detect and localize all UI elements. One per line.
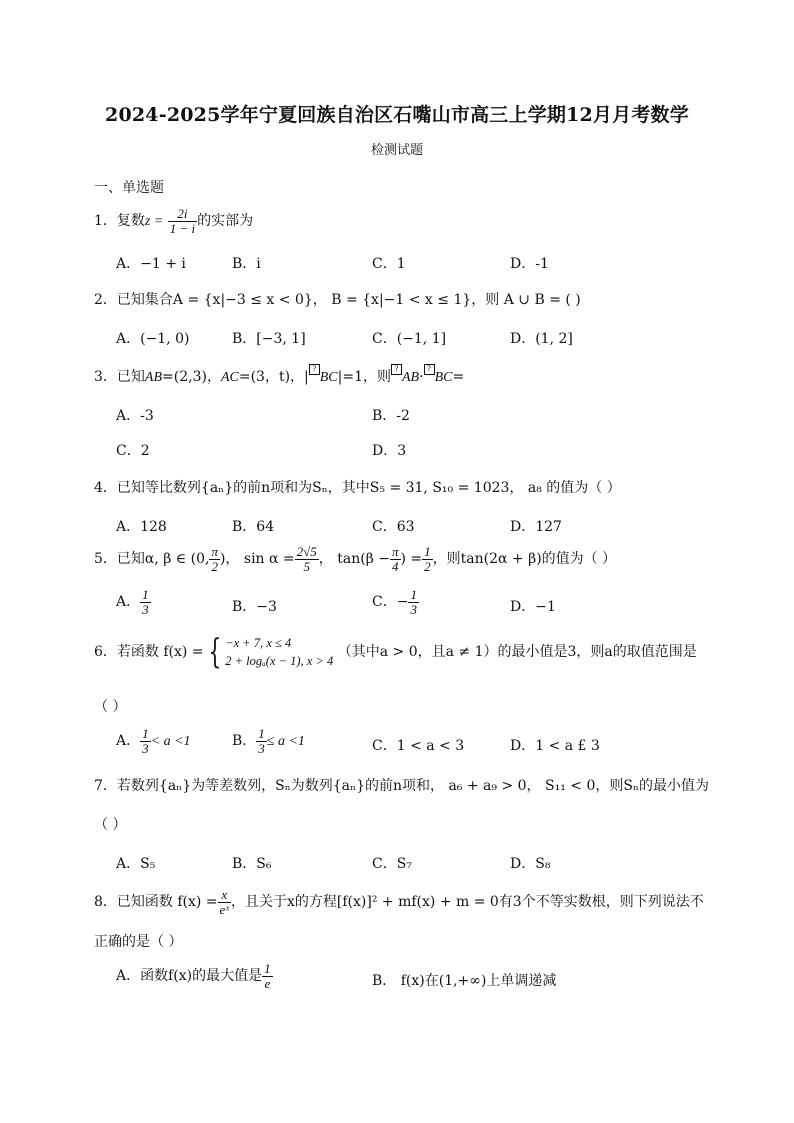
q5-option-d: D．−1 — [510, 599, 556, 615]
q1-option-a: A．−1 + i — [116, 256, 186, 272]
q5-stem-b: )， sin α = — [219, 551, 295, 568]
q6-stem-b: （其中a > 0，且a ≠ 1）的最小值是3，则a的取值范围是 — [337, 644, 697, 661]
option-sign: − — [396, 594, 409, 611]
question-6-paren: （ ） — [94, 699, 127, 715]
question-5 — [94, 545, 616, 573]
missing-glyph-icon: ? — [309, 364, 320, 375]
q5-frac-pi2 — [209, 545, 220, 573]
fraction-denominator: 4 — [391, 558, 399, 574]
q5-stem-d: ) = — [400, 551, 423, 568]
fraction-numerator: 2√5 — [296, 544, 317, 559]
fraction-numerator: 1 — [424, 544, 431, 559]
question-2: 2．已知集合A = {x|−3 ≤ x < 0}， B = {x|−1 < x ≤ 1}，则 A ∪ B = ( ) — [94, 292, 581, 308]
q3-stem-e: = — [452, 369, 465, 385]
dot-operator: · — [419, 369, 424, 385]
option-fraction — [256, 727, 267, 755]
question-4: 4．已知等比数列{aₙ}的前n项和为Sₙ，其中S₅ = 31, S₁₀ = 1023， a₈ 的值为（ ） — [94, 480, 621, 496]
q5-frac-sin — [295, 545, 319, 573]
q3-stem-c: =(3，t)，| — [238, 369, 309, 385]
option-label: B． — [232, 733, 257, 750]
missing-glyph-icon: ? — [424, 364, 435, 375]
q7-option-b: B．S₆ — [232, 856, 272, 872]
case-2: 2 + logₐ(x − 1), x > 4 — [225, 654, 334, 669]
question-6 — [94, 632, 697, 673]
question-8 — [94, 888, 704, 916]
q6-option-b — [232, 727, 305, 755]
q8-stem-a: 8．已知函数 f(x) = — [94, 894, 218, 911]
fraction-denominator: 3 — [410, 601, 417, 617]
q4-option-a: A．128 — [116, 519, 167, 535]
q5-option-a — [116, 588, 151, 616]
q5-stem-c: ， tan(β − — [318, 551, 390, 568]
q6-option-a — [116, 727, 191, 755]
question-1-var: z = — [144, 214, 164, 230]
q5-option-b: B．−3 — [232, 599, 277, 615]
fraction-denominator: 3 — [142, 740, 149, 756]
q3-stem-b: =(2,3)， — [162, 369, 221, 385]
q7-option-d: D．S₈ — [510, 856, 551, 872]
q8-option-a — [116, 962, 273, 990]
q4-option-c: C．63 — [372, 519, 415, 535]
q8-fraction — [218, 888, 231, 916]
option-label: A．函数f(x)的最大值是 — [116, 968, 263, 985]
q3-option-c: C．2 — [116, 443, 150, 459]
page-subtitle: 检测试题 — [370, 143, 423, 158]
q5-stem-a: 5．已知α, β ∈ (0, — [94, 551, 210, 568]
fraction-numerator: 1 — [264, 961, 271, 976]
fraction-denominator: e — [264, 975, 271, 991]
q7-option-a: A．S₅ — [116, 856, 156, 872]
question-1-stem-c: 的实部为 — [197, 213, 254, 230]
fraction-numerator: 1 — [142, 726, 149, 741]
fraction-denominator: 2 — [211, 558, 218, 574]
fraction-denominator: 5 — [303, 558, 310, 574]
fraction-numerator: π — [211, 544, 218, 559]
q5-stem-e: ，则tan(2α + β)的值为（ ） — [432, 551, 617, 568]
option-label: A． — [116, 594, 141, 611]
question-7-paren: （ ） — [94, 817, 127, 833]
q6-option-d: D．1 < a £ 3 — [510, 738, 600, 754]
vector-ab-2: AB — [402, 370, 420, 385]
q2-option-a: A．(−1, 0) — [116, 331, 190, 347]
fraction-denominator: 1 − i — [169, 220, 196, 236]
q4-option-b: B．64 — [232, 519, 275, 535]
q3-stem-d: |=1，则 — [337, 369, 391, 385]
q6-stem-a: 6．若函数 f(x) = — [94, 644, 204, 661]
missing-glyph-icon: ? — [391, 364, 402, 375]
fraction-denominator: 2 — [424, 558, 431, 574]
page-title: 2024-2025学年宁夏回族自治区石嘴山市高三上学期12月月考数学 — [105, 104, 689, 126]
fraction-numerator: 1 — [258, 726, 265, 741]
fraction-denominator: 3 — [258, 740, 265, 756]
q5-frac-half — [422, 545, 433, 573]
fraction-numerator: π — [391, 544, 399, 559]
brace-icon: { — [207, 632, 221, 673]
question-7: 7．若数列{aₙ}为等差数列，Sₙ为数列{aₙ}的前n项和， a₆ + a₉ > 0， S₁₁ < 0，则Sₙ的最小值为 — [94, 778, 709, 794]
q3-option-a: A．-3 — [116, 408, 154, 424]
option-fraction — [140, 588, 151, 616]
q8-option-b: B． f(x)在(1,+∞)上单调递减 — [372, 973, 557, 989]
question-1-stem-a: 1．复数 — [94, 213, 145, 230]
section-heading: 一、单选题 — [94, 180, 164, 196]
question-1 — [94, 207, 253, 235]
piecewise-cases — [225, 634, 333, 670]
q2-option-d: D．(1, 2] — [510, 331, 573, 347]
q7-option-c: C．S₇ — [372, 856, 412, 872]
question-3 — [94, 366, 464, 386]
q1-option-c: C．1 — [372, 256, 406, 272]
option-label: C． — [372, 594, 397, 611]
option-fraction — [140, 727, 151, 755]
fraction-denominator: eˣ — [219, 901, 229, 917]
q8-stem-b: ，且关于x的方程[f(x)]² + mf(x) + m = 0有3个不等实数根，则下列说法不 — [231, 894, 704, 911]
fraction-numerator: 1 — [142, 587, 149, 602]
case-1: −x + 7, x ≤ 4 — [225, 636, 292, 650]
option-fraction — [408, 588, 419, 616]
q3-option-d: D．3 — [372, 443, 407, 459]
fraction-numerator: x — [218, 888, 231, 903]
vector-bc-2: BC — [434, 370, 453, 385]
option-tail: ≤ a <1 — [266, 734, 305, 750]
option-label: A． — [116, 733, 141, 750]
q3-option-b: B．-2 — [372, 408, 410, 424]
q3-stem-a: 3．已知 — [94, 369, 145, 385]
q5-option-c — [372, 588, 419, 616]
q1-option-d: D．-1 — [510, 256, 549, 272]
option-fraction — [262, 962, 273, 990]
fraction-denominator: 3 — [142, 601, 149, 617]
option-tail: < a <1 — [150, 734, 191, 750]
q2-option-c: C．(−1, 1] — [372, 331, 447, 347]
vector-ac: AC — [220, 370, 239, 385]
fraction-numerator: 2i — [168, 207, 197, 222]
q6-option-c: C．1 < a < 3 — [372, 738, 465, 754]
q1-option-b: B．i — [232, 256, 261, 272]
q4-option-d: D．127 — [510, 519, 562, 535]
question-1-fraction — [168, 207, 197, 235]
question-8-line2: 正确的是（ ） — [94, 934, 183, 950]
vector-bc: BC — [319, 370, 338, 385]
fraction-numerator: 1 — [410, 587, 417, 602]
vector-ab: AB — [144, 370, 163, 385]
q5-frac-pi4 — [390, 545, 401, 573]
q2-option-b: B．[−3, 1] — [232, 331, 306, 347]
